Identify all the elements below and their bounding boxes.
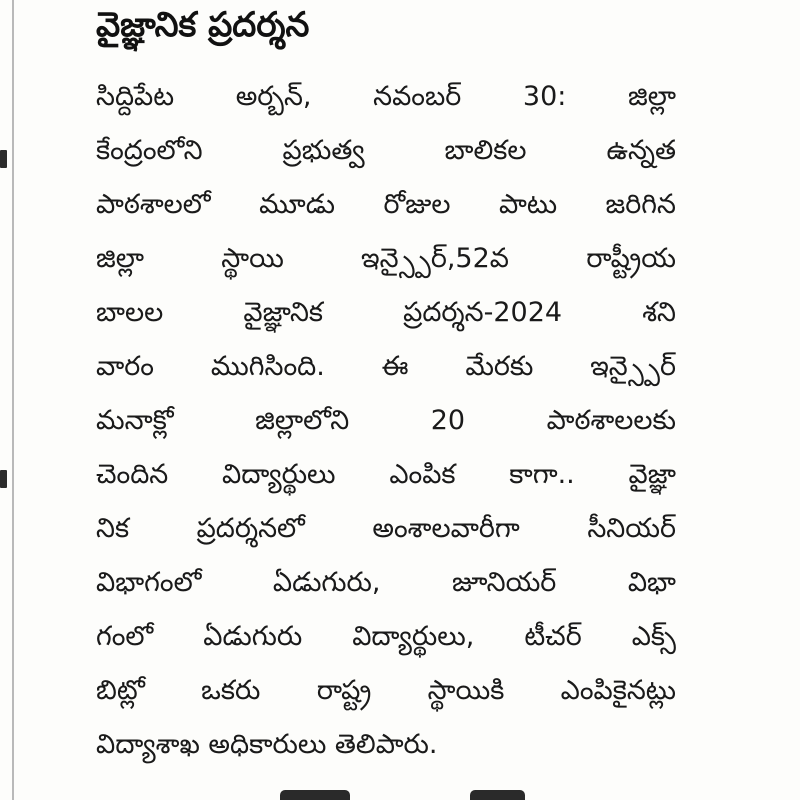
article-body-line: పాఠశాలలో మూడు రోజుల పాటు జరిగిన [96,189,676,220]
article-body [96,70,676,772]
article-body-line: గంలో ఏడుగురు విద్యార్థులు, టీచర్ ఎక్స్ [96,621,676,652]
article-body-line: వారం ముగిసింది. ఈ మేరకు ఇన్స్పైర్ [96,351,676,382]
article-body-line: నిక ప్రదర్శనలో అంశాలవారీగా సీనియర్ [96,513,676,544]
news-article [96,0,676,772]
next-article-fragment [470,790,525,800]
article-body-line: జిల్లా స్థాయి ఇన్స్పైర్,52వ రాష్ట్రీయ [96,243,676,274]
article-body-line: బాలల వైజ్ఞానిక ప్రదర్శన-2024 శని [96,297,676,328]
article-headline: వైజ్ఞానిక ప్రదర్శన [96,5,310,45]
article-body-line: విద్యాశాఖ అధికారులు తెలిపారు. [96,729,438,760]
article-body-line: బిట్లో ఒకరు రాష్ట్ర స్థాయికి ఎంపికైనట్లు [96,675,676,706]
article-body-line: సిద్దిపేట అర్బన్, నవంబర్ 30: జిల్లా [96,81,676,112]
adjacent-column-fragment [0,150,7,168]
article-body-line: విభాగంలో ఏడుగురు, జూనియర్ విభా [96,567,676,598]
article-body-line: చెందిన విద్యార్థులు ఎంపిక కాగా.. వైజ్ఞా [96,459,676,490]
article-body-line: మనాక్లో జిల్లాలోని 20 పాఠశాలలకు [96,405,676,436]
column-divider [12,0,14,800]
article-body-line: కేంద్రంలోని ప్రభుత్వ బాలికల ఉన్నత [96,135,676,166]
next-article-fragment [280,790,350,800]
adjacent-column-fragment [0,470,7,488]
